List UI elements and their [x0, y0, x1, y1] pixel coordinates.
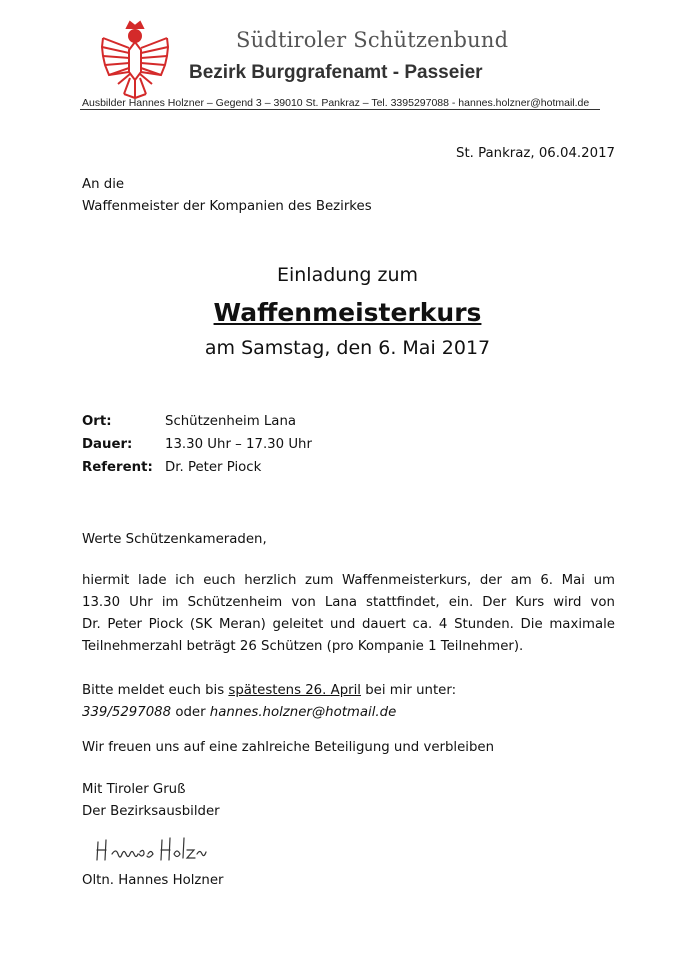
- signer-name: Oltn. Hannes Holzner: [82, 873, 224, 888]
- registration-prefix: Bitte meldet euch bis: [82, 683, 229, 698]
- closing-line: Wir freuen uns auf eine zahlreiche Beteiligung und verbleiben: [82, 740, 495, 755]
- greeting-line: Der Bezirksausbilder: [82, 804, 220, 819]
- detail-label: Referent:: [82, 460, 153, 475]
- email-address: hannes.holzner@hotmail.de: [209, 705, 397, 720]
- paragraph-line: hiermit lade ich euch herzlich zum Waffenmeisterkurs, der am 6. Mai um: [82, 573, 615, 588]
- paragraph-line: Teilnehmerzahl beträgt 26 Schützen (pro Kompanie 1 Teilnehmer).: [82, 639, 524, 654]
- addressee-block: [82, 174, 372, 218]
- detail-value: Dr. Peter Piock: [165, 460, 262, 475]
- date-line: St. Pankraz, 06.04.2017: [456, 146, 615, 161]
- greeting-line: Mit Tiroler Gruß: [82, 782, 186, 797]
- eagle-logo-icon: [100, 20, 170, 102]
- addressee-line: Waffenmeister der Kompanien des Bezirkes: [82, 199, 372, 214]
- salutation: Werte Schützenkameraden,: [82, 532, 267, 547]
- paragraph-line: Dr. Peter Piock (SK Meran) geleitet und dauert ca. 4 Stunden. Die maximale: [82, 617, 615, 632]
- detail-value: 13.30 Uhr – 17.30 Uhr: [165, 437, 312, 452]
- registration-deadline: spätestens 26. April: [228, 683, 361, 698]
- registration-suffix: bei mir unter:: [361, 683, 457, 698]
- detail-label: Dauer:: [82, 437, 133, 452]
- handwritten-signature: [92, 832, 212, 866]
- invitation-title: Waffenmeisterkurs: [213, 298, 482, 327]
- greeting-block: [82, 779, 220, 823]
- body-paragraph: [82, 570, 615, 658]
- registration-or: oder: [171, 705, 210, 720]
- registration-block: [82, 680, 456, 724]
- contact-line: Ausbilder Hannes Holzner – Gegend 3 – 39010 St. Pankraz – Tel. 3395297088 - hannes.holzner@hotmail.de: [82, 97, 590, 109]
- invitation-intro: Einladung zum: [276, 264, 418, 286]
- phone-number: 339/5297088: [82, 705, 172, 720]
- addressee-line: An die: [82, 177, 125, 192]
- organization-name: Südtiroler Schützenbund: [236, 28, 509, 52]
- paragraph-line: 13.30 Uhr im Schützenheim von Lana stattfindet, ein. Der Kurs wird von: [82, 595, 615, 610]
- detail-label: Ort:: [82, 414, 112, 429]
- district-name: Bezirk Burggrafenamt - Passeier: [189, 62, 483, 83]
- invitation-date: am Samstag, den 6. Mai 2017: [204, 337, 491, 359]
- detail-value: Schützenheim Lana: [165, 414, 297, 429]
- header-divider: [80, 109, 600, 110]
